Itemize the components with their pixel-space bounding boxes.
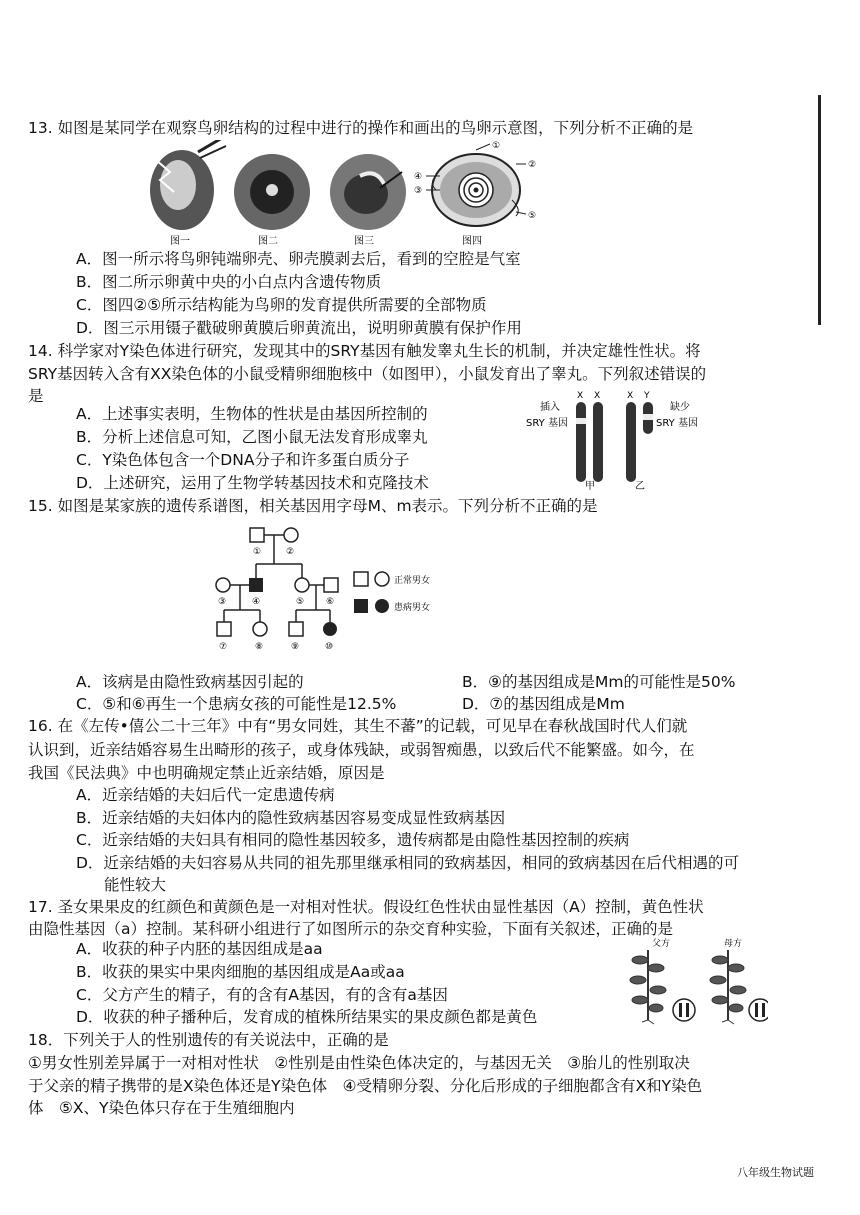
inserted-sry-gene [576, 418, 586, 424]
svg-text:④: ④ [252, 597, 261, 607]
fig2-label: 图二 [258, 236, 278, 247]
q14-stem-line3: 是 [28, 387, 44, 405]
page-edge-rule [818, 95, 821, 325]
q13-option-a: A．图一所示将鸟卵钝端卵壳、卵壳膜剥去后，看到的空腔是气室 [76, 250, 521, 268]
chr-x1-label: X [577, 391, 584, 401]
q16-option-c: C．近亲结婚的夫妇具有相同的隐性基因较多，遗传病都是由隐性基因控制的疾病 [76, 831, 630, 849]
q13-stem: 13. 如图是某同学在观察鸟卵结构的过程中进行的操作和画出的鸟卵示意图，下列分析不正确的是 [28, 119, 694, 137]
q16-stem-line1: 16. 在《左传•僖公二十三年》中有“男女同姓，其生不蕃”的记载，可见早在春秋战国时代人们就 [28, 717, 688, 735]
svg-text:⑤: ⑤ [296, 597, 305, 607]
q17-option-d: D．收获的种子播种后，发育成的植株所结果实的果皮颜色都是黄色 [76, 1008, 538, 1026]
q14-chromosome-figure [520, 388, 720, 490]
svg-text:⑨: ⑨ [291, 642, 300, 652]
father-label: 父方 [652, 939, 671, 949]
svg-text:⑥: ⑥ [326, 597, 335, 607]
q18-stem: 18．下列关于人的性别遗传的有关说法中，正确的是 [28, 1031, 389, 1049]
legend-normal: 正常男女 [394, 576, 431, 586]
q14-stem-line2: SRY基因转入含有XX染色体的小鼠受精卵细胞核中（如图甲），小鼠发育出了睾丸。下列叙述错误的 [28, 365, 707, 383]
q15-stem: 15. 如图是某家族的遗传系谱图，相关基因用字母M、m表示。下列分析不正确的是 [28, 497, 598, 515]
q17-option-a: A．收获的种子内胚的基因组成是aa [76, 940, 323, 958]
legend-affected: 患病男女 [394, 603, 431, 613]
missing-sry-gene [643, 414, 653, 420]
svg-text:①: ① [253, 547, 262, 557]
mother-cell-aa [749, 999, 768, 1021]
fig4-mark-4: ④ [414, 172, 423, 182]
q15-pedigree-chart [200, 522, 480, 652]
q16-stem-line2: 认识到，近亲结婚容易生出畸形的孩子，或身体残缺，或弱智痴愚，以致后代不能繁盛。如今，在 [28, 741, 695, 759]
fig4-mark-5: ⑤ [528, 211, 537, 221]
q14-stem-line1: 14. 科学家对Y染色体进行研究，发现其中的SRY基因有触发睾丸生长的机制，并决定雄性性状。将 [28, 342, 701, 360]
mother-plant-illustration [710, 950, 746, 1024]
father-plant-illustration [630, 950, 666, 1024]
q17-plant-figure [618, 936, 768, 1032]
chromosome-x1 [576, 402, 586, 482]
q13-option-d: D．图三示用镊子戳破卵黄膜后卵黄流出，说明卵黄膜有保护作用 [76, 319, 522, 337]
father-cell-aa [673, 999, 695, 1021]
fig4-mark-2: ② [528, 160, 537, 170]
q17-option-b: B．收获的果实中果肉细胞的基因组成是Aa或aa [76, 963, 405, 981]
svg-text:③: ③ [218, 597, 227, 607]
fig4-mark-3: ③ [414, 186, 423, 196]
svg-text:⑦: ⑦ [219, 642, 228, 652]
insert-gene-label: SRY 基因 [526, 418, 568, 429]
q17-stem-line1: 17. 圣女果果皮的红颜色和黄颜色是一对相对性状。假设红色性状由显性基因（A）控制，黄色性状 [28, 898, 704, 916]
chr-x3-label: X [627, 391, 634, 401]
q13-option-c: C．图四②⑤所示结构能为鸟卵的发育提供所需要的全部物质 [76, 296, 487, 314]
q17-stem-line2: 由隐性基因（a）控制。某科研小组进行了如图所示的杂交育种实验，下面有关叙述，正确的是 [28, 920, 674, 938]
q16-stem-line3: 我国《民法典》中也明确规定禁止近亲结婚，原因是 [28, 764, 385, 782]
q15-option-a: A．该病是由隐性致病基因引起的 [76, 673, 304, 691]
q13-figures [140, 140, 560, 248]
fig4-label: 图四 [462, 236, 482, 247]
q14-option-d: D．上述研究，运用了生物学转基因技术和克隆技术 [76, 474, 429, 492]
svg-text:②: ② [286, 547, 295, 557]
lack-label: 缺少 [670, 402, 690, 413]
insert-label: 插入 [540, 402, 560, 413]
q14-option-a: A．上述事实表明，生物体的性状是由基因所控制的 [76, 405, 428, 423]
q18-statement-line2: 于父亲的精子携带的是X染色体还是Y染色体 ④受精卵分裂、分化后形成的子细胞都含有X和Y染色 [28, 1077, 703, 1095]
jia-label: 甲 [585, 481, 595, 490]
chromosome-x2 [593, 402, 603, 482]
q15-option-c: C．⑤和⑥再生一个患病女孩的可能性是12.5% [76, 695, 397, 713]
q14-option-b: B．分析上述信息可知，乙图小鼠无法发育形成睾丸 [76, 428, 428, 446]
q13-option-b: B．图二所示卵黄中央的小白点内含遗传物质 [76, 273, 382, 291]
q16-option-a: A．近亲结婚的夫妇后代一定患遗传病 [76, 786, 335, 804]
lack-gene-label: SRY 基因 [656, 418, 698, 429]
fig3-broken-yolk-illustration [330, 154, 406, 230]
q18-statement-line3: 体 ⑤X、Y染色体只存在于生殖细胞内 [28, 1099, 295, 1117]
chr-x2-label: X [594, 391, 601, 401]
yi-label: 乙 [635, 481, 645, 490]
chromosome-x3 [626, 402, 636, 482]
q17-option-c: C．父方产生的精子，有的含有A基因，有的含有a基因 [76, 986, 448, 1004]
q16-option-b: B．近亲结婚的夫妇体内的隐性致病基因容易变成显性致病基因 [76, 809, 506, 827]
svg-text:⑩: ⑩ [325, 642, 334, 652]
q16-option-d: D．近亲结婚的夫妇容易从共同的祖先那里继承相同的致病基因，相同的致病基因在后代相遇的可 [76, 854, 739, 872]
svg-text:⑧: ⑧ [255, 642, 264, 652]
chr-y-label: Y [644, 391, 650, 401]
q18-statement-line1: ①男女性别差异属于一对相对性状 ②性别是由性染色体决定的，与基因无关 ③胎儿的性别取决 [28, 1054, 690, 1072]
q15-option-b: B．⑨的基因组成是Mm的可能性是50% [462, 673, 736, 691]
fig2-yolk-illustration [234, 154, 310, 230]
fig4-egg-structure-diagram [426, 144, 526, 226]
fig1-label: 图一 [170, 236, 190, 247]
page-footer: 八年级生物试题 [737, 1166, 814, 1179]
mother-label: 母方 [724, 939, 743, 949]
fig3-label: 图三 [354, 236, 374, 247]
q15-option-d: D．⑦的基因组成是Mm [462, 695, 625, 713]
q16-option-d-cont: 能性较大 [104, 876, 167, 894]
q14-option-c: C．Y染色体包含一个DNA分子和许多蛋白质分子 [76, 451, 410, 469]
fig4-mark-1: ① [492, 141, 501, 151]
fig1-egg-illustration [150, 140, 226, 230]
